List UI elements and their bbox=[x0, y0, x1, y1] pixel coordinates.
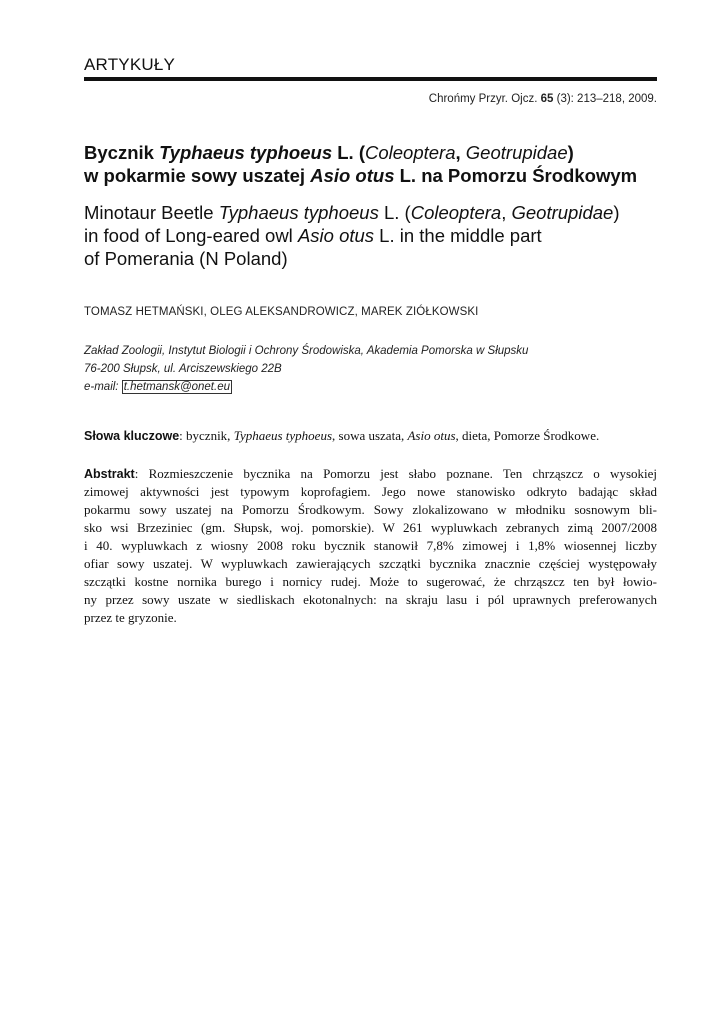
abstract-line: ny przez sowy uszate w siedliskach ekotonalnych: na skraju lasu i pól uprawnych preferowanych bbox=[84, 592, 657, 607]
title-pl-text: , bbox=[455, 142, 466, 163]
abstract-text: : Rozmieszczenie bycznika na Pomorzu jest słabo poznane. Ten chrząszcz o wysokiej bbox=[134, 466, 657, 481]
title-pl-species: Typhaeus typhoeus bbox=[159, 142, 333, 163]
affiliation bbox=[84, 342, 528, 396]
title-pl-owl: Asio otus bbox=[310, 165, 395, 186]
title-en-owl: Asio otus bbox=[297, 225, 375, 246]
title-en-text: L. in the middle part bbox=[374, 225, 542, 246]
citation-journal: Chrońmy Przyr. Ojcz. bbox=[428, 93, 538, 105]
title-pl-text: L. ( bbox=[332, 142, 365, 163]
title-pl-text: Bycznik bbox=[84, 142, 160, 163]
journal-citation bbox=[429, 93, 657, 105]
title-pl-text: w pokarmie sowy uszatej bbox=[84, 165, 311, 186]
title-en-text: of Pomerania (N Poland) bbox=[84, 248, 288, 269]
title-en-family: Geotrupidae bbox=[511, 202, 614, 223]
title-pl-order: Coleoptera bbox=[365, 142, 456, 163]
affiliation-line: Zakład Zoologii, Instytut Biologii i Ochrony Środowiska, Akademia Pomorska w Słupsku bbox=[84, 345, 529, 357]
title-pl-family: Geotrupidae bbox=[465, 142, 568, 163]
keywords-text: , dieta, Pomorze Środkowe. bbox=[455, 428, 600, 443]
keywords-italic: Asio otus bbox=[407, 428, 456, 443]
title-polish bbox=[84, 141, 657, 187]
title-en-text: in food of Long-eared owl bbox=[84, 225, 298, 246]
keywords-italic: Typhaeus typhoeus bbox=[233, 428, 333, 443]
citation-volume: 65 bbox=[540, 93, 554, 105]
abstract-line: sko wsi Brzeziniec (gm. Słupsk, woj. pomorskie). W 261 wypluwkach zebranych zimą 2007/2008 bbox=[84, 520, 657, 535]
email-link[interactable]: t.hetmansk@onet.eu bbox=[123, 381, 230, 393]
abstract-line: ofiar sowy uszatej. W wypluwkach zawierających szczątki bycznika znacznie częściej występowały bbox=[84, 556, 657, 571]
authors: TOMASZ HETMAŃSKI, OLEG ALEKSANDROWICZ, MAREK ZIÓŁKOWSKI bbox=[84, 306, 479, 318]
abstract-line: przez te gryzonie. bbox=[84, 610, 177, 625]
keywords-text: , sowa uszata, bbox=[332, 428, 408, 443]
affiliation-address: 76-200 Słupsk, ul. Arciszewskiego 22B bbox=[84, 363, 282, 375]
abstract-line: szczątki kostne nornika burego i nornicy rudej. Może to sugerować, że chrząszcz ten był łowio- bbox=[84, 574, 657, 589]
header-rule bbox=[84, 77, 657, 81]
title-en-text: L. ( bbox=[378, 202, 411, 223]
abstract bbox=[84, 465, 657, 627]
title-en-text: Minotaur Beetle bbox=[84, 202, 219, 223]
title-en-text: , bbox=[501, 202, 512, 223]
title-pl-text: ) bbox=[567, 142, 574, 163]
abstract-label: Abstrakt bbox=[84, 467, 135, 481]
title-en-species: Typhaeus typhoeus bbox=[218, 202, 379, 223]
title-pl-text: L. na Pomorzu Środkowym bbox=[394, 165, 638, 186]
keywords-text: : bycznik, bbox=[179, 428, 234, 443]
title-en-order: Coleoptera bbox=[410, 202, 502, 223]
abstract-line: i 40. wypluwkach z wiosny 2008 roku bycznik stanowił 7,8% zimowej i 1,8% wiosennej liczby bbox=[84, 538, 657, 553]
section-header: ARTYKUŁY bbox=[84, 55, 176, 74]
keywords-label: Słowa kluczowe bbox=[84, 429, 180, 443]
citation-rest: (3): 213–218, 2009. bbox=[556, 93, 657, 105]
abstract-line bbox=[84, 465, 657, 483]
email-label: e-mail: bbox=[84, 381, 122, 393]
abstract-line: zimowej aktywności jest typowym koprofagiem. Jego nowe stanowisko odkryto badając skład bbox=[84, 484, 657, 499]
keywords bbox=[84, 428, 657, 444]
title-english bbox=[84, 201, 657, 270]
abstract-line: pokarmu sowy uszatej na Pomorzu Środkowym. Sowy zlokalizowano w młodniku sosnowym bli- bbox=[84, 502, 657, 517]
title-en-text: ) bbox=[613, 202, 620, 223]
